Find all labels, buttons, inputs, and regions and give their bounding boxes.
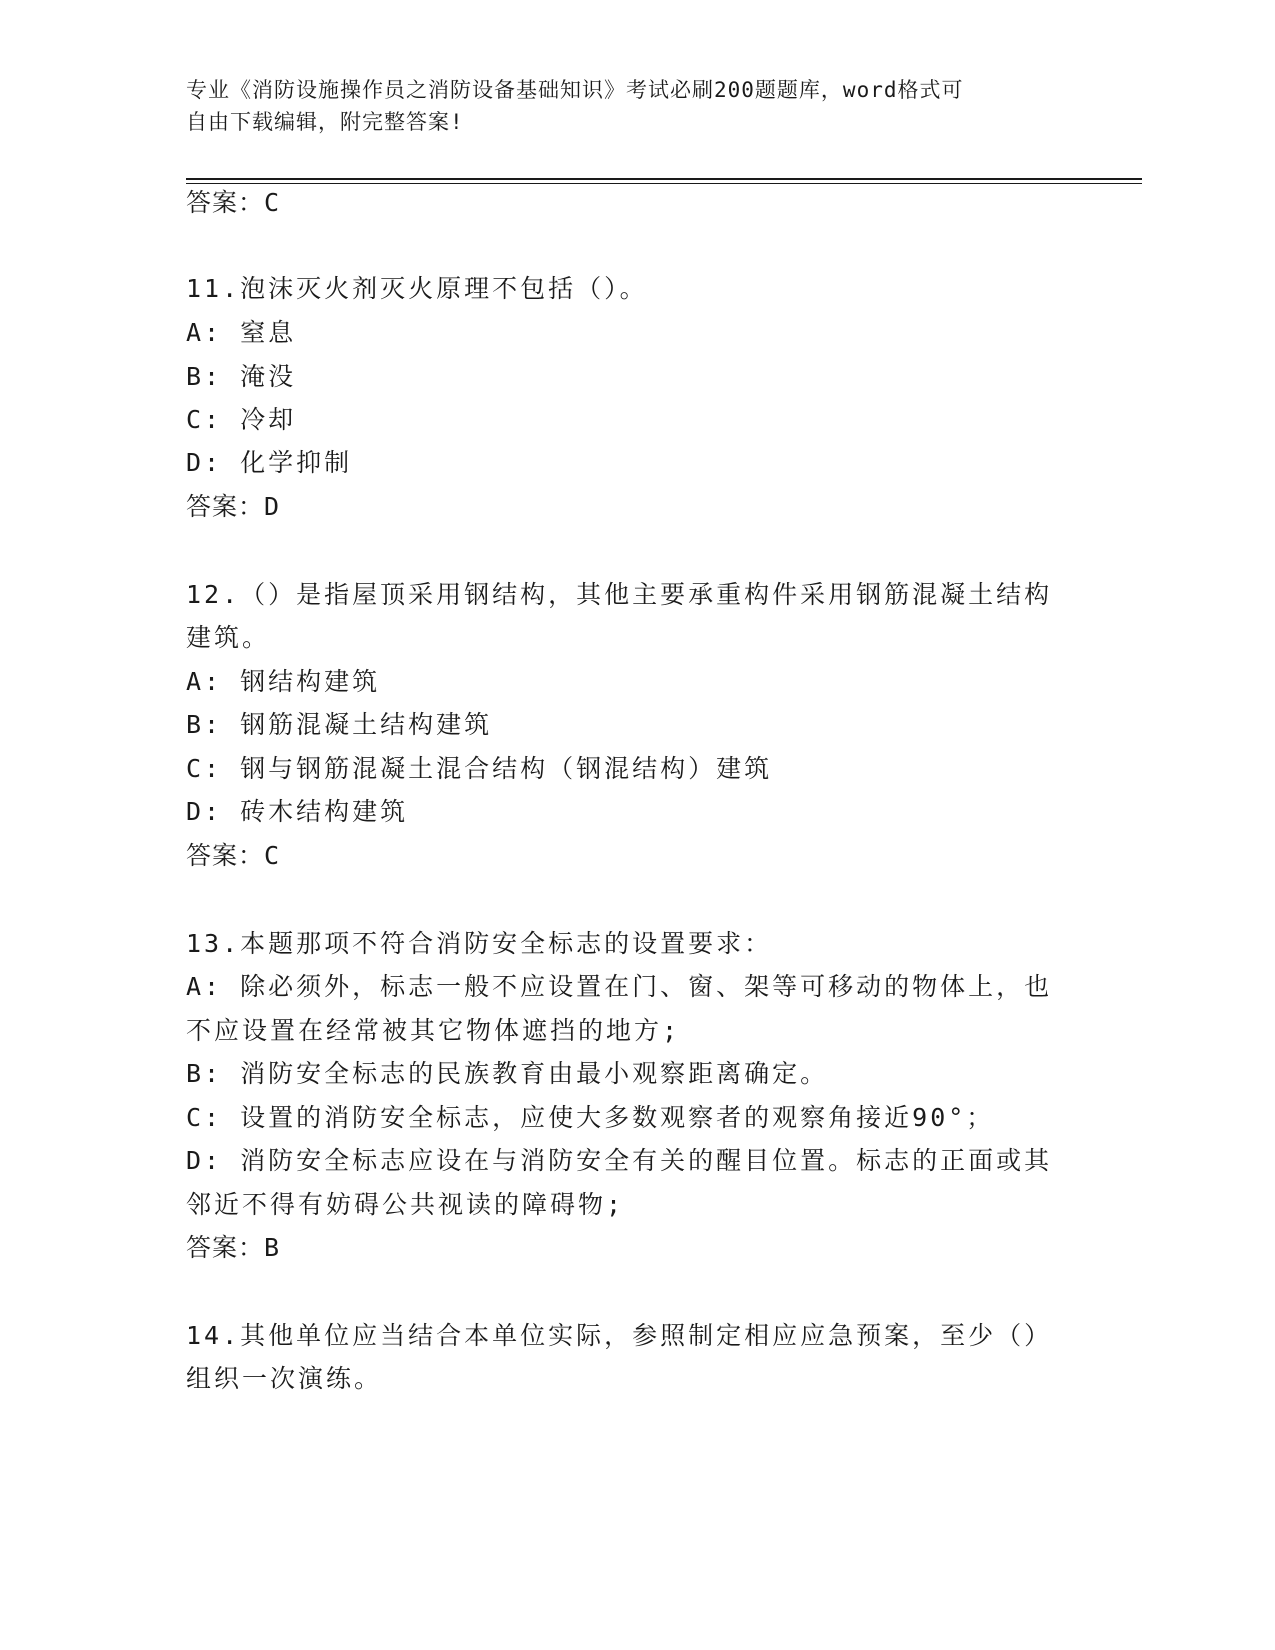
question-13-option-a-line-2: 不应设置在经常被其它物体遮挡的地方; <box>186 1016 681 1045</box>
question-12-option-b: B: 钢筋混凝土结构建筑 <box>186 710 493 739</box>
question-13-stem: 13.本题那项不符合消防安全标志的设置要求： <box>186 929 773 958</box>
header-line-2: 自由下载编辑，附完整答案! <box>186 110 464 134</box>
question-11-option-b: B: 淹没 <box>186 362 297 391</box>
answer-line-q12 <box>186 839 280 873</box>
question-13-option-d-line-1: D: 消防安全标志应设在与消防安全有关的醒目位置。标志的正面或其 <box>186 1146 1053 1175</box>
question-12-stem-line-2: 建筑。 <box>186 623 271 652</box>
answer-value: C <box>264 841 281 870</box>
question-11-stem: 11.泡沫灭火剂灭火原理不包括（）。 <box>186 274 648 303</box>
question-11-option-c: C: 冷却 <box>186 405 297 434</box>
answer-value: C <box>264 188 281 217</box>
answer-label: 答案： <box>186 188 265 217</box>
header-line-1: 专业《消防设施操作员之消防设备基础知识》考试必刷200题题库，word格式可 <box>186 78 964 102</box>
question-12-stem-line-1: 12.（）是指屋顶采用钢结构，其他主要承重构件采用钢筋混凝土结构 <box>186 580 1053 609</box>
question-13-option-d-line-2: 邻近不得有妨碍公共视读的障碍物; <box>186 1190 625 1219</box>
question-12-option-c: C: 钢与钢筋混凝土混合结构（钢混结构）建筑 <box>186 754 773 783</box>
answer-value: B <box>264 1233 281 1262</box>
question-12-option-a: A: 钢结构建筑 <box>186 667 381 696</box>
answer-label: 答案： <box>186 841 265 870</box>
question-14-stem-line-1: 14.其他单位应当结合本单位实际，参照制定相应应急预案，至少（） <box>186 1321 1053 1350</box>
question-11-option-a: A: 窒息 <box>186 318 297 347</box>
question-13-option-b: B: 消防安全标志的民族教育由最小观察距离确定。 <box>186 1059 829 1088</box>
question-13-option-c: C: 设置的消防安全标志，应使大多数观察者的观察角接近90°； <box>186 1103 995 1132</box>
answer-line-q13 <box>186 1231 280 1265</box>
answer-line-q10 <box>186 186 280 220</box>
question-12-option-d: D: 砖木结构建筑 <box>186 797 409 826</box>
answer-label: 答案： <box>186 492 265 521</box>
answer-value: D <box>264 492 281 521</box>
question-14-stem-line-2: 组织一次演练。 <box>186 1364 383 1393</box>
header-divider-thin <box>186 183 1142 184</box>
header-divider <box>186 178 1142 180</box>
document-header <box>186 74 1066 138</box>
question-11-option-d: D: 化学抑制 <box>186 448 353 477</box>
answer-line-q11 <box>186 490 280 524</box>
answer-label: 答案： <box>186 1233 265 1262</box>
question-13-option-a-line-1: A: 除必须外，标志一般不应设置在门、窗、架等可移动的物体上，也 <box>186 972 1053 1001</box>
